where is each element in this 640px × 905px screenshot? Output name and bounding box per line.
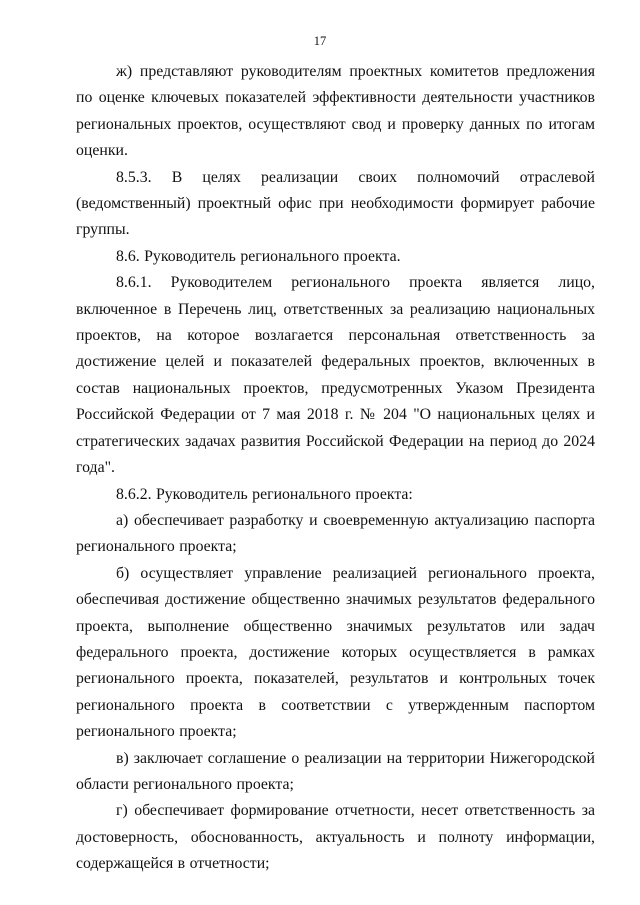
paragraph-v: в) заключает соглашение о реализации на территории Нижегородской области регионального проекта; — [76, 749, 595, 793]
paragraph-8-5-3: 8.5.3. В целях реализации своих полномочий отраслевой (ведомственный) проектный офис при необходимости формирует рабочие группы. — [76, 168, 595, 239]
paragraph-a: а) обеспечивает разработку и своевременную актуализацию паспорта регионального проекта; — [76, 511, 595, 556]
paragraph-8-6-1: 8.6.1. Руководителем регионального проекта является лицо, включенное в Перечень лиц, ответственных за реализацию национальных проектов, на которое возлагается персональная ответственность за достижение целей и показателей федеральных проектов, включенных в состав национальных проектов, предусмотренных Указом Президента Российской Федерации от 7 мая 2018 г. № 204 "О национальных целях и стратегических задачах развития Российской Федерации на период до 2024 года". — [76, 274, 595, 477]
paragraph-b: б) осуществляет управление реализацией регионального проекта, обеспечивая достижение общественно значимых результатов федерального проекта, выполнение общественно значимых результатов или задач федерального проекта, достижение которых осуществляется в рамках регионального проекта, показателей, результатов и контрольных точек регионального проекта в соответствии с утвержденным паспортом регионального проекта; — [76, 564, 595, 741]
paragraph-8-6-2: 8.6.2. Руководитель регионального проекта: — [116, 485, 413, 503]
document-body — [76, 59, 595, 878]
paragraph-zh: ж) представляют руководителям проектных комитетов предложения по оценке ключевых показателей эффективности деятельности участников региональных проектов, осуществляют свод и проверку данных по итогам оценки. — [76, 63, 595, 160]
paragraph-8-6: 8.6. Руководитель регионального проекта. — [116, 247, 401, 265]
page-number: 17 — [313, 34, 327, 48]
paragraph-g: г) обеспечивает формирование отчетности, несет ответственность за достоверность, обоснованность, актуальность и полноту информации, содержащейся в отчетности; — [76, 802, 595, 873]
